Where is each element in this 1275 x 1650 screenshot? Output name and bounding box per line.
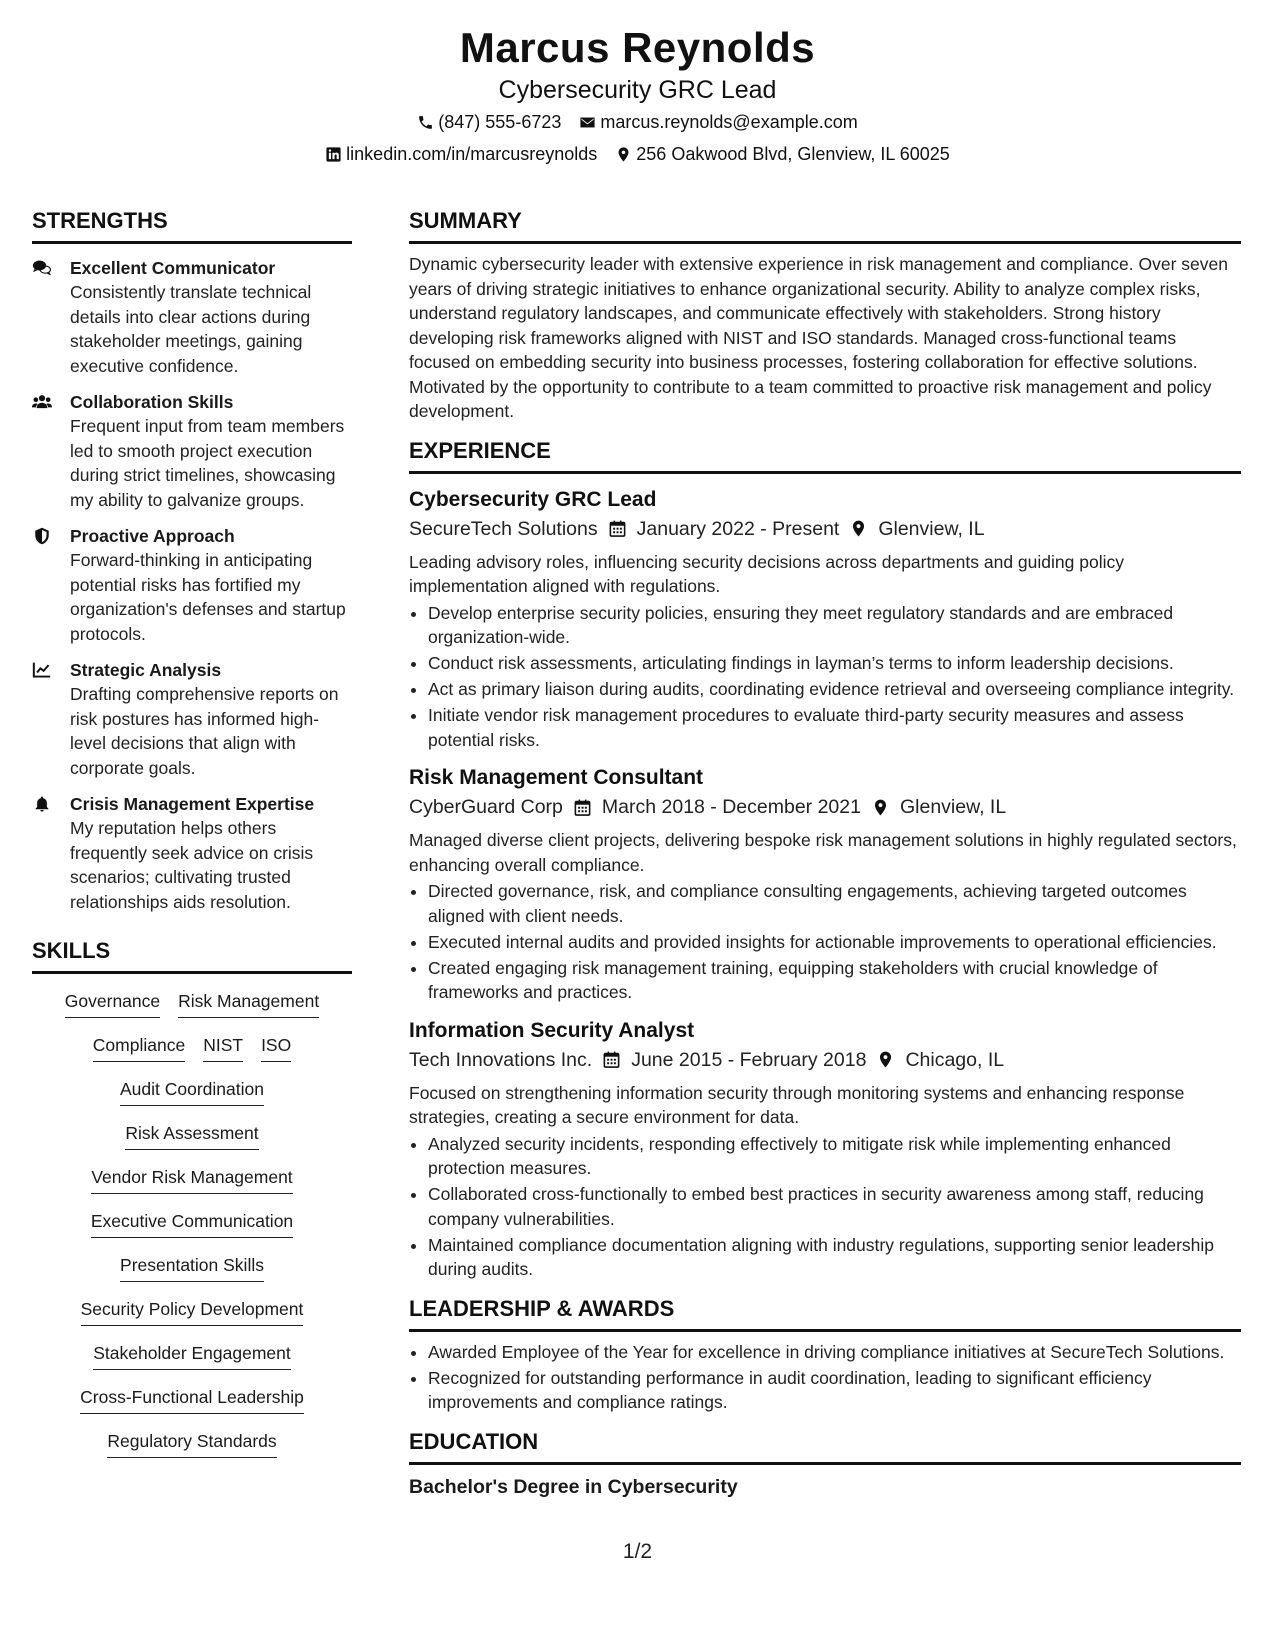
job-dates: March 2018 - December 2021 bbox=[601, 796, 861, 818]
skill-row bbox=[32, 1382, 352, 1414]
skill-tag: Presentation Skills bbox=[120, 1250, 264, 1282]
email-text: marcus.reynolds@example.com bbox=[600, 112, 858, 132]
email-contact[interactable] bbox=[579, 106, 857, 138]
job-entry bbox=[409, 486, 1241, 753]
bell-icon bbox=[32, 795, 52, 813]
linkedin-contact[interactable] bbox=[325, 138, 597, 170]
strength-item bbox=[32, 792, 352, 914]
map-marker-icon bbox=[876, 1050, 895, 1069]
job-bullet: • Executed internal audits and provided insights for actionable improvements to operational efficiencies. bbox=[428, 930, 1241, 955]
skill-tag: Security Policy Development bbox=[81, 1294, 304, 1326]
map-marker-icon bbox=[849, 519, 868, 538]
job-description: Managed diverse client projects, delivering bespoke risk management solutions in highly regulated sectors, enhancing overall compliance. bbox=[409, 830, 1237, 875]
skill-tag: Risk Management bbox=[178, 986, 319, 1018]
strength-title: Excellent Communicator bbox=[70, 258, 276, 278]
strength-title: Crisis Management Expertise bbox=[70, 794, 315, 814]
calendar-icon bbox=[573, 798, 592, 817]
education-degree: Bachelor's Degree in Cybersecurity bbox=[409, 1475, 738, 1498]
skill-tag: Cross-Functional Leadership bbox=[80, 1382, 304, 1414]
strength-item bbox=[32, 256, 352, 378]
awards-title: LEADERSHIP & AWARDS bbox=[409, 1294, 1241, 1332]
shield-icon bbox=[32, 527, 52, 545]
job-bullet: • Analyzed security incidents, responding effectively to mitigate risk while implementing enhanced protection measures. bbox=[428, 1132, 1241, 1181]
job-meta bbox=[409, 1045, 1241, 1075]
strength-item bbox=[32, 524, 352, 646]
strength-title: Strategic Analysis bbox=[70, 660, 222, 680]
left-column bbox=[32, 206, 352, 1470]
linkedin-text: linkedin.com/in/marcusreynolds bbox=[346, 144, 598, 164]
address-contact bbox=[615, 138, 950, 170]
summary-text: Dynamic cybersecurity leader with extensive experience in risk management and compliance. Over seven years of driving strategic initiatives to enhance organizational security. Ability to analyze complex risks, understand regulatory landscapes, and communicate effectively with stakeholders. Strong history developing risk frameworks aligned with NIST and ISO standards. Managed cross-functional teams focused on embedding security into business processes, fostering collaboration for effective solutions. Motivated by the opportunity to contribute to a team committed to proactive risk management and policy development. bbox=[409, 254, 1228, 421]
resume-header bbox=[0, 22, 1275, 170]
skill-tag: Executive Communication bbox=[91, 1206, 293, 1238]
contact-row-2 bbox=[0, 138, 1275, 170]
job-title: Risk Management Consultant bbox=[409, 766, 704, 789]
skill-row bbox=[32, 1294, 352, 1326]
candidate-name: Marcus Reynolds bbox=[459, 24, 816, 71]
job-bullet: • Conduct risk assessments, articulating findings in layman’s terms to inform leadership decisions. bbox=[428, 651, 1241, 676]
strength-item bbox=[32, 390, 352, 512]
job-title: Cybersecurity GRC Lead bbox=[409, 487, 657, 511]
job-bullet: • Collaborated cross-functionally to embed best practices in security awareness among staff, reducing company vulnerabilities. bbox=[428, 1182, 1241, 1231]
job-company: SecureTech Solutions bbox=[409, 517, 598, 540]
job-bullets bbox=[409, 601, 1241, 753]
linkedin-icon bbox=[325, 146, 342, 163]
strength-desc: Frequent input from team members led to smooth project execution during strict timelines, showcasing my ability to galvanize groups. bbox=[70, 416, 345, 510]
job-description: Focused on strengthening information security through monitoring systems and enhancing response strategies, creating a secure environment for data. bbox=[409, 1082, 1185, 1127]
envelope-icon bbox=[579, 114, 596, 131]
awards-list bbox=[409, 1340, 1241, 1415]
job-bullet: • Act as primary liaison during audits, coordinating evidence retrieval and overseeing compliance integrity. bbox=[428, 677, 1241, 702]
right-column bbox=[409, 206, 1241, 1501]
job-bullet: • Directed governance, risk, and compliance consulting engagements, achieving targeted outcomes aligned with client needs. bbox=[428, 879, 1241, 928]
skill-tag: ISO bbox=[261, 1030, 291, 1062]
job-company: Tech Innovations Inc. bbox=[409, 1048, 593, 1071]
comments-icon bbox=[32, 259, 52, 277]
skill-row bbox=[32, 1338, 352, 1370]
experience-title: EXPERIENCE bbox=[409, 436, 1241, 474]
strength-desc: My reputation helps others frequently seek advice on crisis scenarios; cultivating trusted relationships aids resolution. bbox=[70, 818, 314, 912]
strength-title: Collaboration Skills bbox=[70, 392, 234, 412]
phone-text: (847) 555-6723 bbox=[438, 112, 562, 132]
skill-tag: NIST bbox=[203, 1030, 243, 1062]
job-bullet: • Initiate vendor risk management procedures to evaluate third-party security measures and assess potential risks. bbox=[428, 703, 1241, 752]
award-item: • Awarded Employee of the Year for excellence in driving compliance initiatives at SecureTech Solutions. bbox=[428, 1340, 1241, 1365]
job-title: Information Security Analyst bbox=[409, 1018, 695, 1042]
strengths-title: STRENGTHS bbox=[32, 206, 352, 244]
summary-title: SUMMARY bbox=[409, 206, 1241, 244]
strength-desc: Consistently translate technical details into clear actions during stakeholder meetings, gaining executive confidence. bbox=[70, 282, 312, 376]
skill-row bbox=[32, 1074, 352, 1106]
skill-row bbox=[32, 1162, 352, 1194]
job-location: Chicago, IL bbox=[905, 1048, 1005, 1071]
experience-list bbox=[409, 486, 1241, 1282]
phone-contact[interactable] bbox=[417, 106, 561, 138]
skill-row bbox=[32, 1030, 352, 1062]
users-icon bbox=[32, 393, 52, 411]
skill-tag: Audit Coordination bbox=[120, 1074, 264, 1106]
job-location: Glenview, IL bbox=[899, 796, 1007, 818]
strength-desc: Drafting comprehensive reports on risk postures has informed high-level decisions that align with corporate goals. bbox=[70, 684, 339, 778]
skill-row bbox=[32, 1118, 352, 1150]
job-bullets bbox=[409, 1132, 1241, 1282]
skill-tag: Vendor Risk Management bbox=[91, 1162, 292, 1194]
strength-title: Proactive Approach bbox=[70, 526, 235, 546]
skill-row bbox=[32, 1426, 352, 1458]
map-marker-icon bbox=[615, 146, 632, 163]
candidate-role: Cybersecurity GRC Lead bbox=[498, 76, 777, 104]
job-dates: June 2015 - February 2018 bbox=[631, 1048, 867, 1071]
job-dates: January 2022 - Present bbox=[636, 517, 840, 540]
calendar-icon bbox=[608, 519, 627, 538]
skill-tag: Risk Assessment bbox=[125, 1118, 258, 1150]
phone-icon bbox=[417, 114, 434, 131]
job-bullet: • Maintained compliance documentation aligning with industry regulations, supporting senior leadership during audits. bbox=[428, 1233, 1241, 1282]
skill-tag: Stakeholder Engagement bbox=[93, 1338, 291, 1370]
contact-row-1 bbox=[0, 106, 1275, 138]
skill-row bbox=[32, 1250, 352, 1282]
strength-desc: Forward-thinking in anticipating potential risks has fortified my organization's defenses and startup protocols. bbox=[70, 550, 346, 644]
education-title: EDUCATION bbox=[409, 1427, 1241, 1465]
skill-tag: Compliance bbox=[93, 1030, 185, 1062]
skill-row bbox=[32, 986, 352, 1018]
calendar-icon bbox=[602, 1050, 621, 1069]
job-bullets bbox=[409, 879, 1241, 1005]
award-item: • Recognized for outstanding performance in audit coordination, leading to significant efficiency improvements and compliance ratings. bbox=[428, 1366, 1241, 1415]
job-meta bbox=[409, 792, 1241, 822]
map-marker-icon bbox=[871, 798, 890, 817]
chart-line-icon bbox=[32, 661, 52, 679]
skill-tag: Regulatory Standards bbox=[107, 1426, 276, 1458]
skill-row bbox=[32, 1206, 352, 1238]
page-number: 1/2 bbox=[622, 1540, 653, 1563]
job-meta bbox=[409, 514, 1241, 544]
skills-title: SKILLS bbox=[32, 936, 352, 974]
skills-list bbox=[32, 986, 352, 1458]
job-company: CyberGuard Corp bbox=[409, 796, 563, 818]
job-description: Leading advisory roles, influencing security decisions across departments and guiding policy implementation aligned with regulations. bbox=[409, 551, 1124, 596]
strength-item bbox=[32, 658, 352, 780]
job-entry bbox=[409, 1017, 1241, 1282]
job-bullet: • Created engaging risk management training, equipping stakeholders with crucial knowledge of frameworks and practices. bbox=[428, 956, 1241, 1005]
skill-tag: Governance bbox=[65, 986, 160, 1018]
job-location: Glenview, IL bbox=[878, 517, 985, 540]
address-text: 256 Oakwood Blvd, Glenview, IL 60025 bbox=[636, 144, 950, 164]
job-entry bbox=[409, 764, 1241, 1005]
job-bullet: • Develop enterprise security policies, ensuring they meet regulatory standards and are embraced organization-wide. bbox=[428, 601, 1241, 650]
